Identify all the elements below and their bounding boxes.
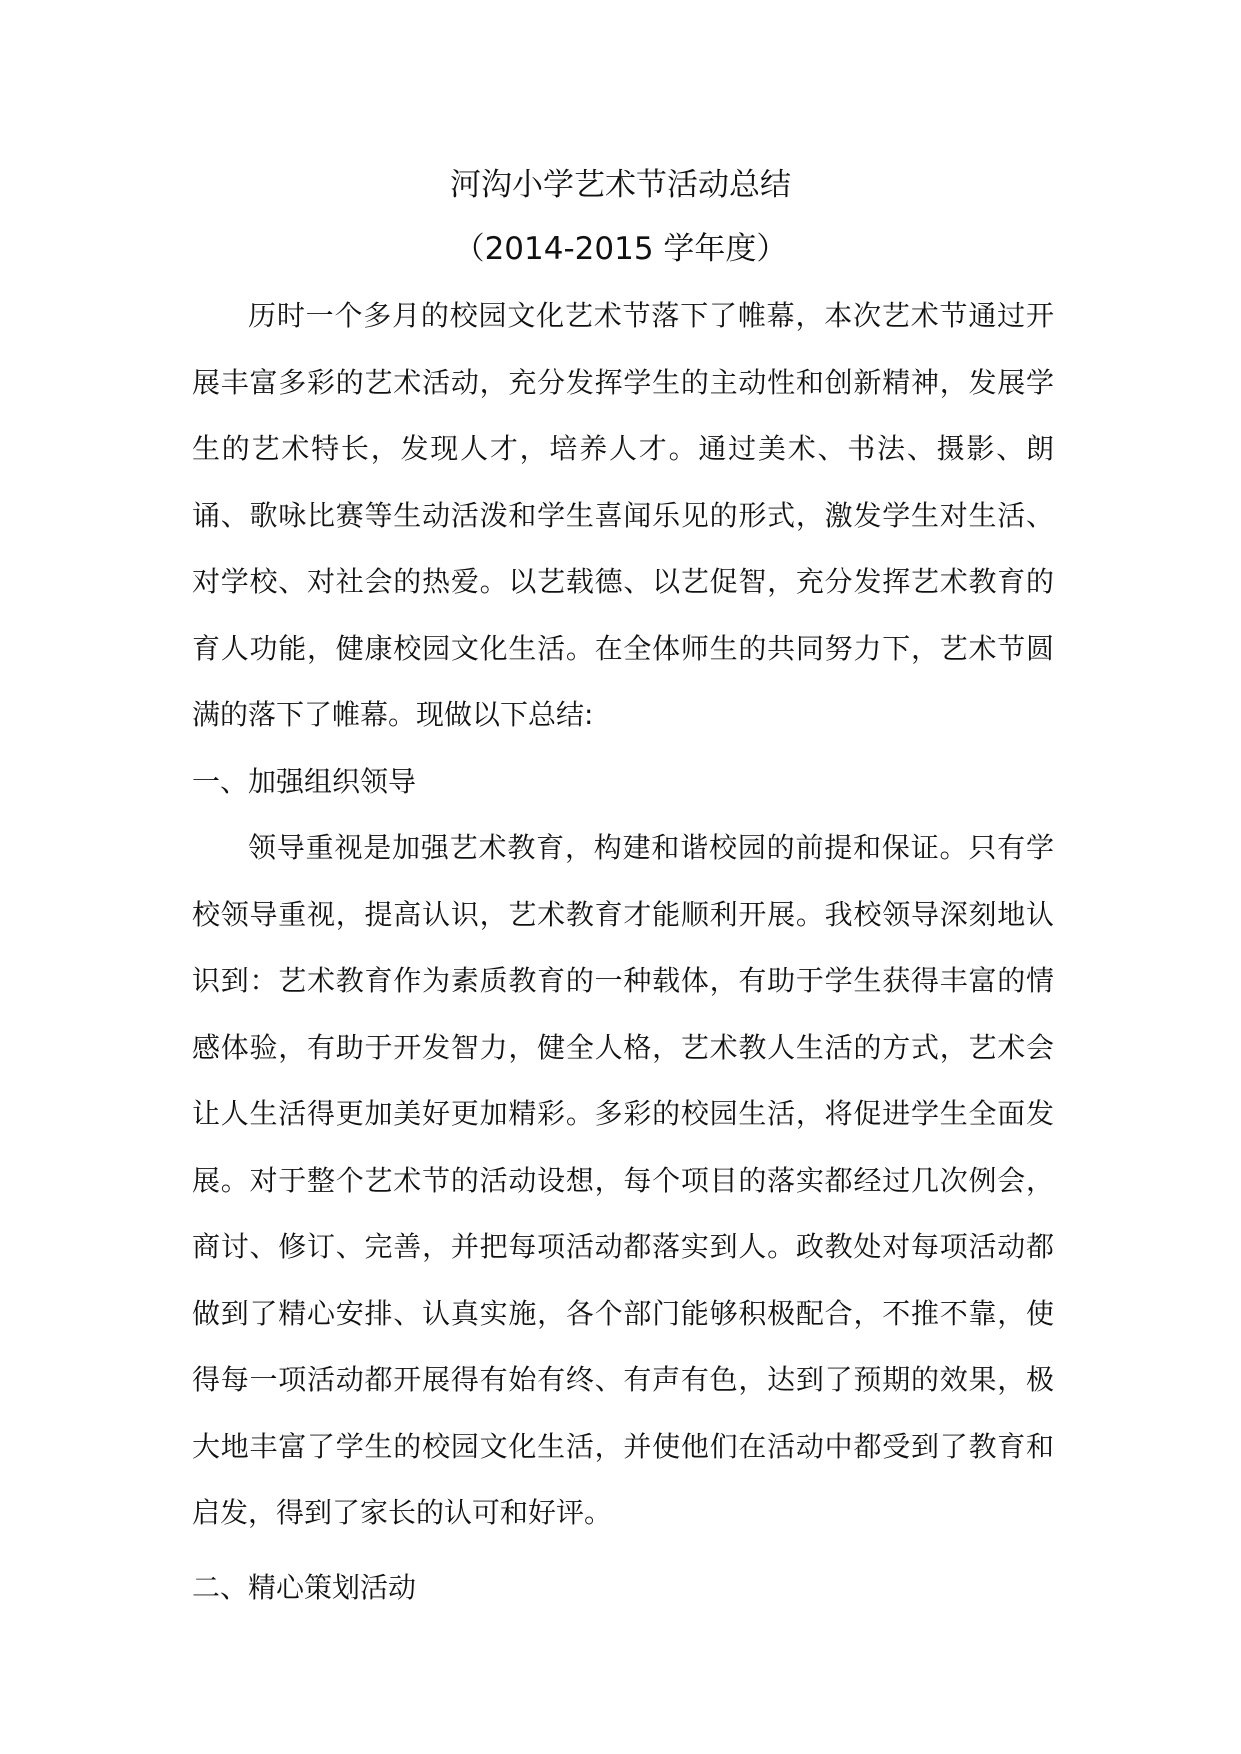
section-paragraph-1: 领导重视是加强艺术教育，构建和谐校园的前提和保证。只有学校领导重视，提高认识，艺术教育才能顺利开展。我校领导深刻地认识到：艺术教育作为素质教育的一种载体，有助于学生获得丰富的情感体验，有助于开发智力，健全人格，艺术教人生活的方式，艺术会让人生活得更加美好更加精彩。多彩的校园生活，将促进学生全面发展。对于整个艺术节的活动设想，每个项目的落实都经过几次例会，商讨、修订、完善，并把每项活动都落实到人。政教处对每项活动都做到了精心安排、认真实施，各个部门能够积极配合，不推不靠，使得每一项活动都开展得有始有终、有声有色，达到了预期的效果，极大地丰富了学生的校园文化生活，并使他们在活动中都受到了教育和启发，得到了家长的认可和好评。 (192, 831, 1054, 1529)
document-subtitle: （2014-2015 学年度） (453, 231, 788, 267)
document-title: 河沟小学艺术节活动总结 (450, 167, 791, 203)
section-heading-1: 一、加强组织领导 (192, 764, 417, 798)
section-heading-2: 二、精心策划活动 (192, 1570, 417, 1604)
intro-paragraph: 历时一个多月的校园文化艺术节落下了帷幕，本次艺术节通过开展丰富多彩的艺术活动，充分发挥学生的主动性和创新精神，发展学生的艺术特长，发现人才，培养人才。通过美术、书法、摄影、朗诵、歌咏比赛等生动活泼和学生喜闻乐见的形式，激发学生对生活、对学校、对社会的热爱。以艺载德、以艺促智，充分发挥艺术教育的育人功能，健康校园文化生活。在全体师生的共同努力下，艺术节圆满的落下了帷幕。现做以下总结: (192, 299, 1054, 731)
section-spacer (192, 1547, 1054, 1555)
document-body (192, 283, 1054, 1621)
